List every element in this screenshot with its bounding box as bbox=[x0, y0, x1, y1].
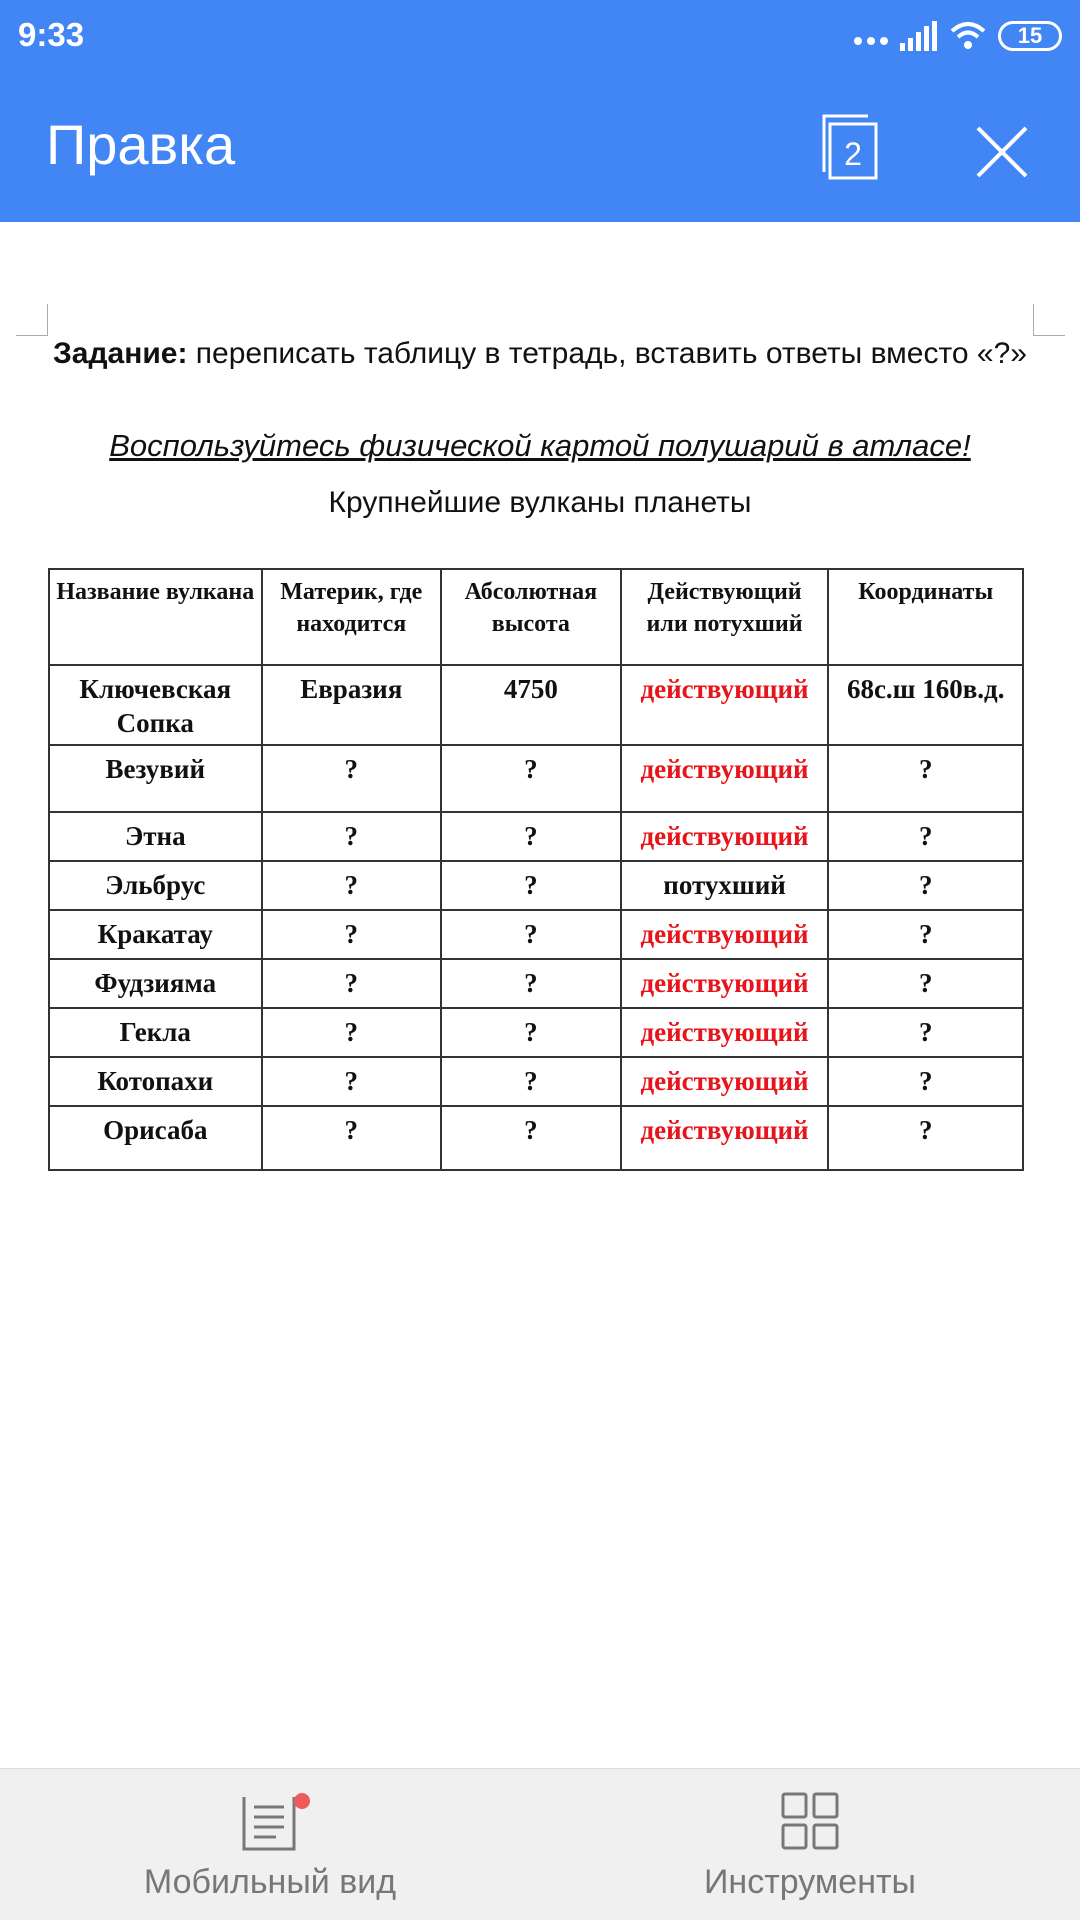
header-volcano-name: Название вулкана bbox=[49, 569, 262, 665]
cell-status: действующий bbox=[621, 1057, 829, 1106]
cell-height: ? bbox=[441, 1008, 621, 1057]
cell-status: потухший bbox=[621, 861, 829, 910]
cell-continent: ? bbox=[262, 861, 441, 910]
table-row bbox=[49, 1057, 1023, 1106]
cell-status: действующий bbox=[621, 745, 829, 812]
table-header-row bbox=[49, 569, 1023, 665]
cell-coordinates: ? bbox=[828, 745, 1023, 812]
cell-coordinates: ? bbox=[828, 910, 1023, 959]
close-button[interactable] bbox=[972, 122, 1032, 182]
cell-coordinates: ? bbox=[828, 1008, 1023, 1057]
cell-status: действующий bbox=[621, 665, 829, 745]
table-row bbox=[49, 812, 1023, 861]
cell-volcano-name: Эльбрус bbox=[49, 861, 262, 910]
mobile-view-button[interactable] bbox=[130, 1769, 410, 1920]
header-continent: Материк, где находится bbox=[262, 569, 441, 665]
top-header bbox=[0, 0, 1080, 222]
table-row bbox=[49, 665, 1023, 745]
header-status: Действующий или потухший bbox=[621, 569, 829, 665]
task-text bbox=[40, 334, 1040, 374]
more-dots-icon bbox=[854, 37, 888, 45]
cell-coordinates: 68с.ш 160в.д. bbox=[828, 665, 1023, 745]
document-lines-icon bbox=[240, 1791, 302, 1853]
close-icon bbox=[972, 122, 1032, 182]
tools-button[interactable] bbox=[680, 1769, 940, 1920]
cell-coordinates: ? bbox=[828, 861, 1023, 910]
cell-continent: Евразия bbox=[262, 665, 441, 745]
pages-icon bbox=[818, 112, 882, 182]
status-icons bbox=[854, 18, 1062, 54]
table-row bbox=[49, 861, 1023, 910]
cell-volcano-name: Кракатау bbox=[49, 910, 262, 959]
status-time: 9:33 bbox=[18, 16, 85, 53]
document-page[interactable] bbox=[0, 222, 1080, 1768]
cell-status: действующий bbox=[621, 910, 829, 959]
cell-coordinates: ? bbox=[828, 1057, 1023, 1106]
battery-level: 15 bbox=[1017, 23, 1043, 48]
cell-volcano-name: Ключевская Сопка bbox=[49, 665, 262, 745]
cell-coordinates: ? bbox=[828, 959, 1023, 1008]
cell-volcano-name: Гекла bbox=[49, 1008, 262, 1057]
notification-dot bbox=[294, 1793, 310, 1809]
header-coordinates: Координаты bbox=[828, 569, 1023, 665]
table-row bbox=[49, 910, 1023, 959]
cell-continent: ? bbox=[262, 910, 441, 959]
cell-coordinates: ? bbox=[828, 812, 1023, 861]
table-title: Крупнейшие вулканы планеты bbox=[328, 486, 752, 519]
cell-status: действующий bbox=[621, 1008, 829, 1057]
mobile-view-label: Мобильный вид bbox=[143, 1863, 397, 1901]
cell-volcano-name: Орисаба bbox=[49, 1106, 262, 1170]
cell-status: действующий bbox=[621, 812, 829, 861]
cell-continent: ? bbox=[262, 812, 441, 861]
cell-height: ? bbox=[441, 812, 621, 861]
bottom-bar bbox=[0, 1768, 1080, 1920]
volcano-table bbox=[48, 568, 1024, 1171]
cell-continent: ? bbox=[262, 745, 441, 812]
table-row bbox=[49, 745, 1023, 812]
table-row bbox=[49, 1008, 1023, 1057]
cell-continent: ? bbox=[262, 1057, 441, 1106]
grid-icon bbox=[780, 1791, 840, 1851]
cell-volcano-name: Этна bbox=[49, 812, 262, 861]
battery-icon bbox=[998, 21, 1062, 51]
tools-label: Инструменты bbox=[703, 1863, 916, 1901]
cell-height: ? bbox=[441, 1106, 621, 1170]
atlas-hint: Воспользуйтесь физической картой полушарий в атласе! bbox=[109, 428, 971, 463]
page-title: Правка bbox=[46, 113, 236, 176]
pages-button[interactable] bbox=[818, 112, 882, 182]
cell-height: ? bbox=[441, 910, 621, 959]
cell-height: ? bbox=[441, 959, 621, 1008]
app-bar bbox=[0, 72, 1080, 222]
table-row bbox=[49, 1106, 1023, 1170]
page-corner-mark-right bbox=[1033, 304, 1065, 336]
cell-height: ? bbox=[441, 745, 621, 812]
page-corner-mark-left bbox=[16, 304, 48, 336]
cell-volcano-name: Везувий bbox=[49, 745, 262, 812]
header-height: Абсолютная высота bbox=[441, 569, 621, 665]
cell-continent: ? bbox=[262, 959, 441, 1008]
cell-height: ? bbox=[441, 1057, 621, 1106]
table-row bbox=[49, 959, 1023, 1008]
wifi-icon bbox=[950, 21, 986, 51]
cell-volcano-name: Котопахи bbox=[49, 1057, 262, 1106]
cell-status: действующий bbox=[621, 1106, 829, 1170]
cell-continent: ? bbox=[262, 1106, 441, 1170]
cell-coordinates: ? bbox=[828, 1106, 1023, 1170]
signal-icon bbox=[900, 21, 938, 51]
cell-status: действующий bbox=[621, 959, 829, 1008]
cell-continent: ? bbox=[262, 1008, 441, 1057]
status-bar bbox=[0, 0, 1080, 72]
cell-height: 4750 bbox=[441, 665, 621, 745]
cell-volcano-name: Фудзияма bbox=[49, 959, 262, 1008]
task-body: переписать таблицу в тетрадь, вставить ответы вместо «?» bbox=[187, 337, 1027, 370]
pages-count: 2 bbox=[844, 136, 862, 172]
task-label: Задание: bbox=[53, 337, 188, 370]
cell-height: ? bbox=[441, 861, 621, 910]
